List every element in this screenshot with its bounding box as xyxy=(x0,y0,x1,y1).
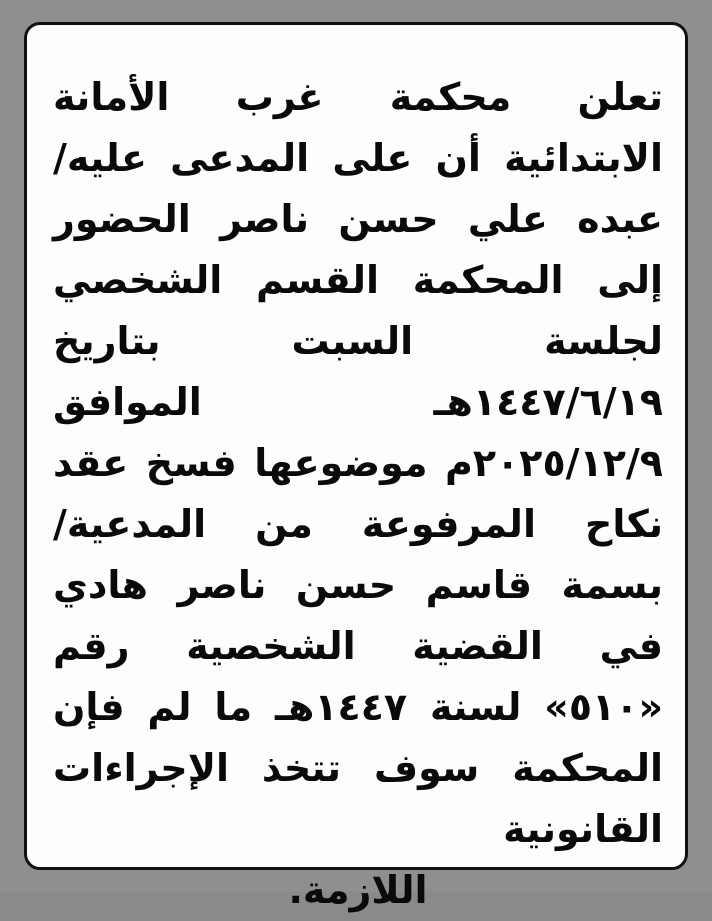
notice-card xyxy=(24,22,688,912)
notice-text: تعلن محكمة غرب الأمانة الابتدائية أن على المدعى عليه/ عبده علي حسن ناصر الحضور إلى المحكمة القسم الشخصي لجلسة السبت بتاريخ ١٤٤٧/٦/١٩هـ الموافق ٢٠٢٥/١٢/٩م موضوعها فسخ عقد نكاح المرفوعة من المدعية/ بسمة قاسم حسن ناصر هادي في القضية الشخصية رقم «٥١٠» لسنة ١٤٤٧هـ ما لم فإن المحكمة سوف تتخذ الإجراءات القانونية xyxy=(53,75,663,851)
notice-body xyxy=(53,67,663,921)
notice-final-word: اللازمة. xyxy=(288,868,428,912)
